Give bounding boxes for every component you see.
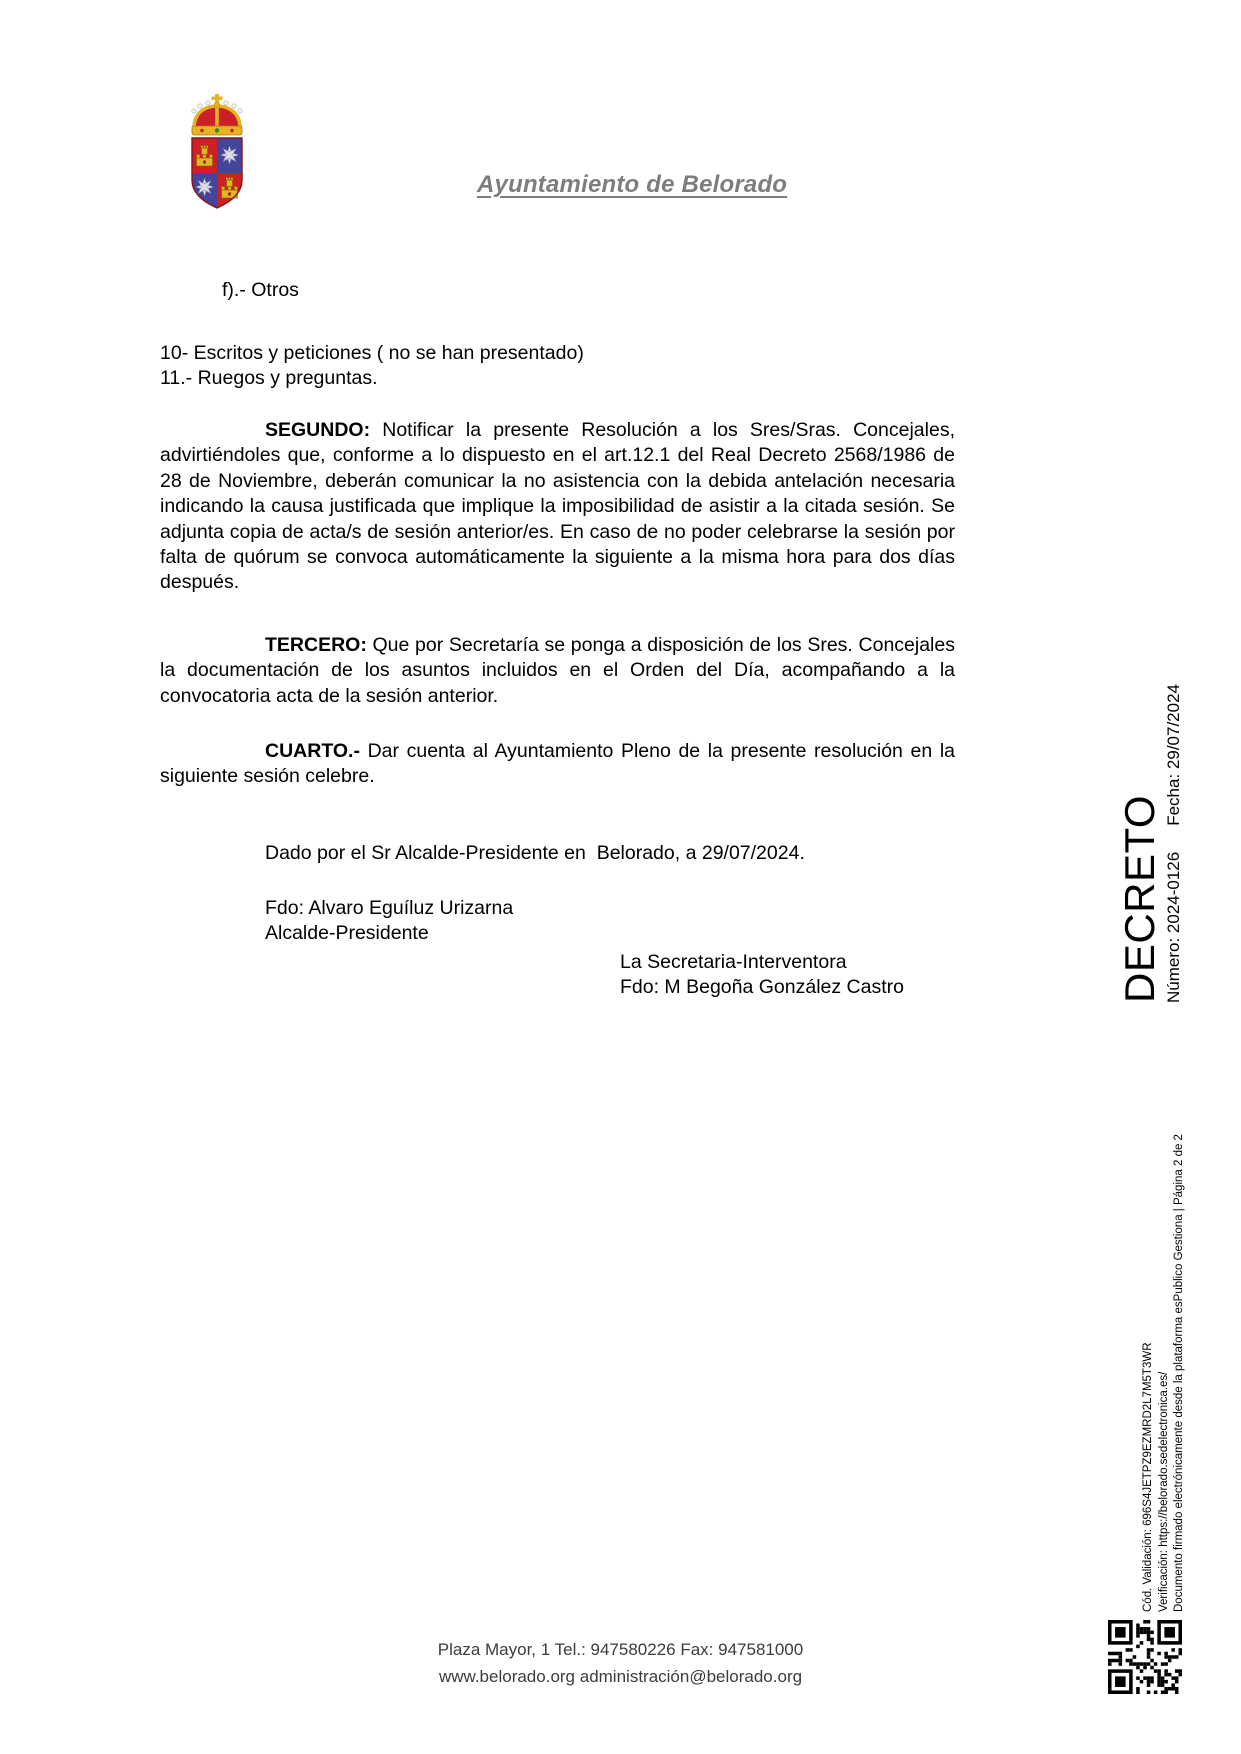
signature-mayor-name: Fdo: Alvaro Eguíluz Urizarna [265,897,514,919]
coat-of-arms-logo [186,94,248,212]
paragraph-text: Notificar la presente Resolución a los Sres/Sras. Concejales, advirtiéndoles que, conforme a lo dispuesto en el art.12.1 del Real Decreto 2568/1986 de 28 de Noviembre, deberán comunicar la no asistencia con la debida antelación necesaria indicando la causa justificada que implique la imposibilidad de asistir a la citada sesión. Se adjunta copia de acta/s de sesión anterior/es. En caso de no poder celebrarse la sesión por falta de quórum se convoca automáticamente la siguiente a la misma hora para dos días después. [160,419,955,594]
paragraph-segundo [160,418,955,596]
signature-secretary-title: La Secretaria-Interventora [620,951,847,973]
decree-number: Número: 2024-0126 [1164,851,1183,1003]
paragraph-text: Que por Secretaría se ponga a disposición de los Sres. Concejales la documentación de los asuntos incluidos en el Orden del Día, acompañando a la convocatoria acta de la sesión anterior. [160,634,955,707]
paragraph-lead: SEGUNDO: [265,419,371,441]
shield [192,138,242,212]
decree-date: Fecha: 29/07/2024 [1164,684,1183,826]
list-item: 11.- Ruegos y preguntas. [160,367,378,390]
validation-code-line: Cód. Validación: 696S4JETPZ9EZMRD2L7M5T3WR [1142,1342,1154,1612]
issued-line: Dado por el Sr Alcalde-Presidente en Belorado, a 29/07/2024. [265,842,805,864]
decree-meta [1163,684,1185,1003]
signature-mayor-title: Alcalde-Presidente [265,922,429,945]
page-footer [0,1636,1241,1690]
document-body [160,278,955,1078]
signed-platform-line: Documento firmado electrónicamente desde la plataforma esPublico Gestiona | Página 2 de 2 [1173,1134,1185,1612]
validation-sidebar [1141,1134,1188,1612]
signature-secretary-name: Fdo: M Begoña González Castro [620,976,904,999]
page-title: Ayuntamiento de Belorado [477,171,788,198]
paragraph-cuarto [160,739,955,790]
verification-url-line: Verificación: https://belorado.sedelectronica.es/ [1157,1371,1170,1612]
paragraph-tercero [160,633,955,709]
footer-web-line: www.belorado.org administración@belorado.org [438,1667,803,1686]
footer-address-line: Plaza Mayor, 1 Tel.: 947580226 Fax: 947581000 [437,1640,804,1659]
section-heading: f).- Otros [222,279,299,301]
paragraph-lead: CUARTO.- [265,740,360,762]
paragraph-text: Dar cuenta al Ayuntamiento Pleno de la presente resolución en la siguiente sesión celebre. [160,740,955,788]
list-item: 10- Escritos y peticiones ( no se han presentado) [160,342,584,364]
crown-icon [192,94,242,135]
paragraph-lead: TERCERO: [265,634,367,656]
document-type-label: DECRETO [1116,794,1163,1003]
decree-side-label [1116,684,1185,1003]
